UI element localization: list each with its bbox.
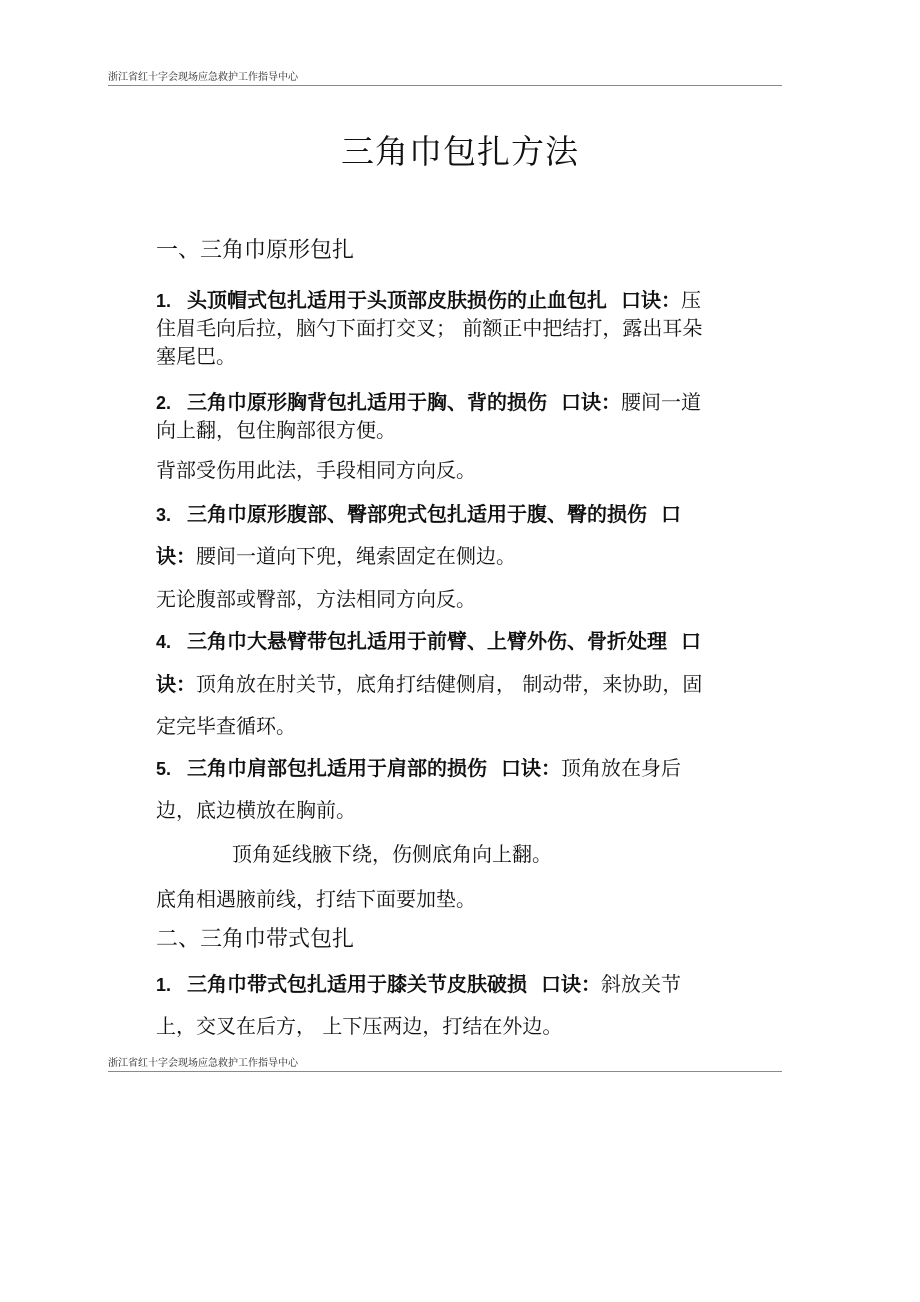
item-4-line-3: 定完毕查循环。 [156, 714, 296, 738]
item-1-line-3: 塞尾巴。 [156, 344, 236, 368]
footer-divider [108, 1071, 782, 1072]
item-5-line-2: 边，底边横放在胸前。 [156, 798, 356, 822]
item-2-text-start: 腰间一道 [621, 390, 702, 414]
page-title: 三角巾包扎方法 [341, 132, 579, 171]
item-1-text-start: 压 [681, 288, 702, 312]
item-6-line-1 [156, 970, 784, 999]
item-4-line-2 [156, 670, 784, 698]
item-4-kou-label-b: 诀： [156, 672, 196, 696]
item-5-indented-line: 顶角延线腋下绕，伤侧底角向上翻。 [232, 842, 552, 866]
item-5-title: 三角巾肩部包扎适用于肩部的损伤 [187, 756, 488, 780]
footer-org-text: 浙江省红十字会现场应急救护工作指导中心 [108, 1058, 298, 1069]
item-2-kou-label: 口诀： [561, 390, 622, 414]
item-2-number: 2. [156, 393, 172, 413]
item-2-extra: 背部受伤用此法，手段相同方向反。 [156, 458, 476, 482]
header-divider [108, 85, 782, 86]
item-3-extra: 无论腹部或臀部，方法相同方向反。 [156, 587, 476, 611]
item-5-kou-label: 口诀： [501, 756, 562, 780]
item-3-kou-label-b: 诀： [156, 544, 196, 568]
item-3-line-1 [156, 500, 784, 529]
item-1-line-2: 住眉毛向后拉，脑勺下面打交叉； 前额正中把结打，露出耳朵 [156, 316, 703, 340]
item-3-title: 三角巾原形腹部、臀部兜式包扎适用于腹、臀的损伤 [187, 502, 648, 526]
item-3-line-2 [156, 542, 784, 570]
item-5-extra: 底角相遇腋前线，打结下面要加垫。 [156, 887, 476, 911]
item-1-title: 头顶帽式包扎适用于头顶部皮肤损伤的止血包扎 [187, 288, 608, 312]
item-3-number: 3. [156, 505, 172, 525]
item-2-line-1 [156, 388, 784, 417]
item-5-text-start: 顶角放在身后 [561, 756, 682, 780]
section-heading-1: 一、三角巾原形包扎 [156, 238, 355, 263]
item-6-number: 1. [156, 975, 172, 995]
item-4-text: 顶角放在肘关节，底角打结健侧肩， 制动带，来协助，固 [196, 672, 703, 696]
item-6-title: 三角巾带式包扎适用于膝关节皮肤破损 [187, 972, 528, 996]
item-6-kou-label: 口诀： [541, 972, 602, 996]
item-4-line-1 [156, 627, 784, 656]
item-5-line-1 [156, 754, 784, 783]
item-4-number: 4. [156, 632, 172, 652]
header-org-text: 浙江省红十字会现场应急救护工作指导中心 [108, 72, 298, 83]
item-3-text: 腰间一道向下兜，绳索固定在侧边。 [196, 544, 516, 568]
item-5-number: 5. [156, 759, 172, 779]
item-2-title: 三角巾原形胸背包扎适用于胸、背的损伤 [187, 390, 548, 414]
item-1-kou-label: 口诀： [621, 288, 682, 312]
item-4-title: 三角巾大悬臂带包扎适用于前臂、上臂外伤、骨折处理 [187, 629, 668, 653]
item-1-line-1 [156, 286, 784, 315]
item-6-text-start: 斜放关节 [601, 972, 682, 996]
item-6-line-2: 上，交叉在后方， 上下压两边，打结在外边。 [156, 1014, 563, 1038]
item-4-kou-label-a: 口 [681, 629, 702, 653]
item-2-line-2: 向上翻，包住胸部很方便。 [156, 418, 396, 442]
item-1-number: 1. [156, 291, 172, 311]
section-heading-2: 二、三角巾带式包扎 [156, 927, 355, 952]
item-3-kou-label-a: 口 [661, 502, 682, 526]
